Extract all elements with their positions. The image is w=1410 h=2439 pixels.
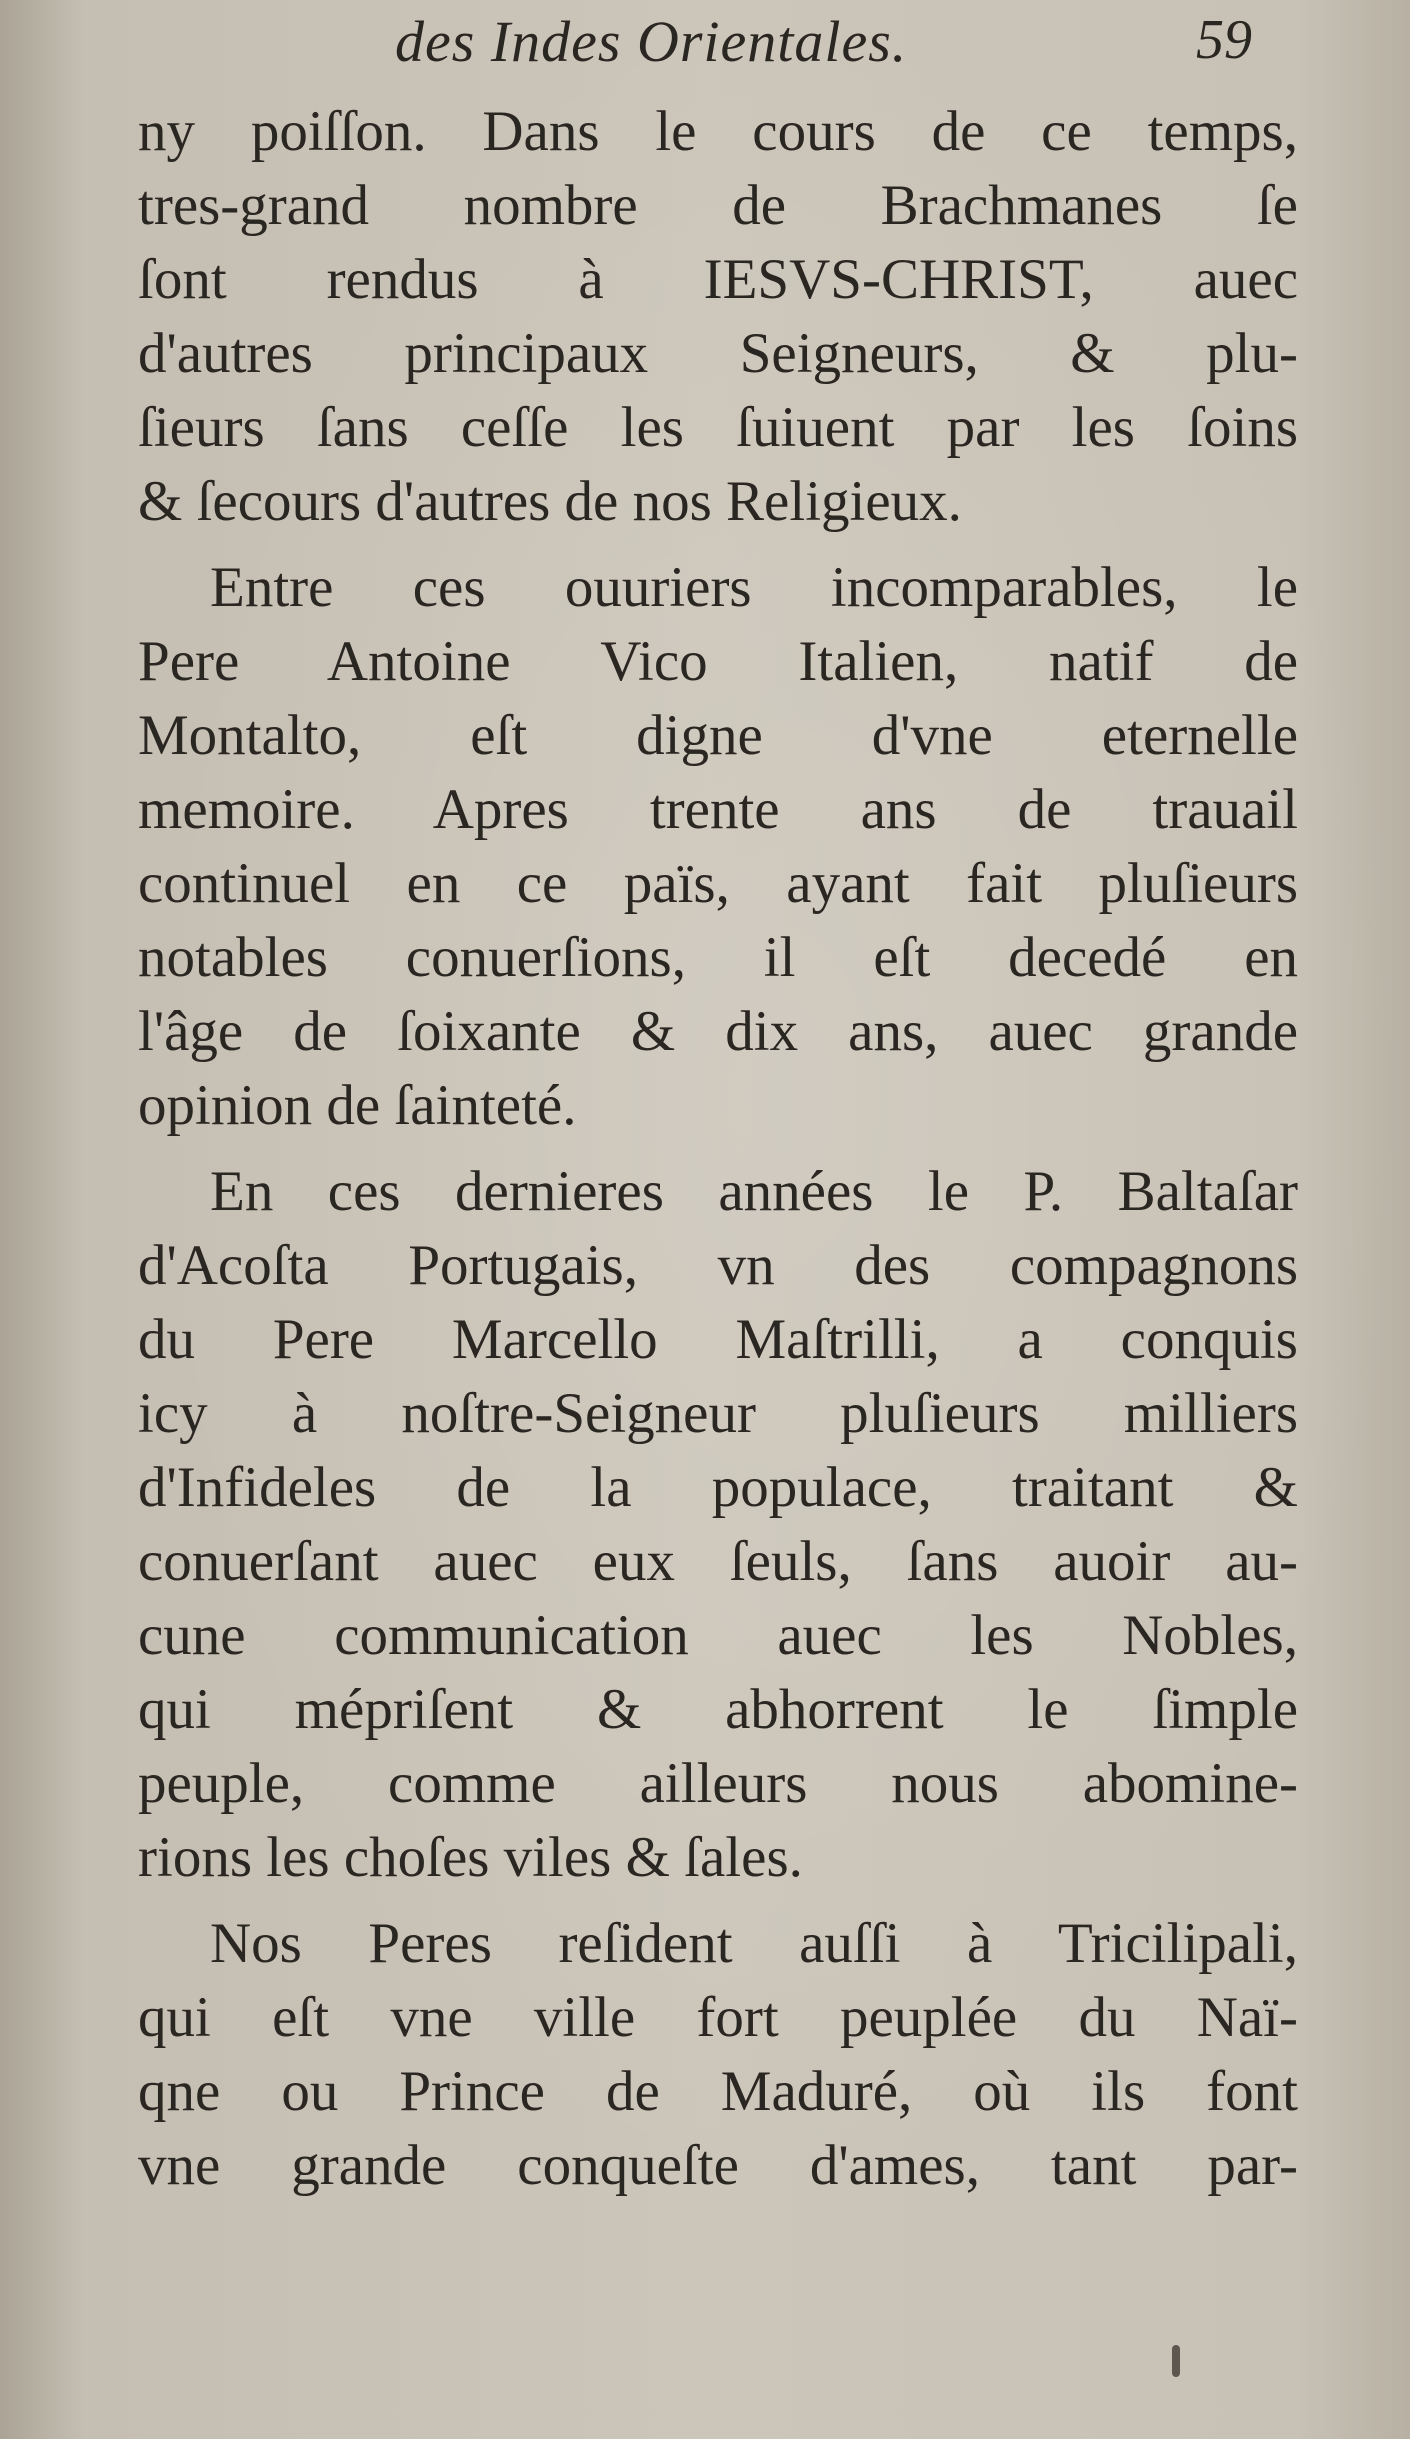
text-line: d'Acoſta Portugais, vn des compagnons: [138, 1234, 1298, 1297]
paragraph-gap: [138, 1895, 1298, 1907]
text-line: opinion de ſainteté.: [138, 1074, 577, 1137]
text-line: cune communication auec les Nobles,: [138, 1604, 1298, 1667]
text-line: qui eſt vne ville fort peuplée du Naï-: [138, 1986, 1298, 2049]
text-line: Pere Antoine Vico Italien, natif de: [138, 630, 1298, 693]
text-line: En ces dernieres années le P. Baltaſar: [210, 1160, 1298, 1223]
text-line: du Pere Marcello Maſtrilli, a conquis: [138, 1308, 1298, 1371]
page-number: 59: [1196, 9, 1252, 71]
text-line: d'Infideles de la populace, traitant &: [138, 1456, 1298, 1519]
text-line: vne grande conqueſte d'ames, tant par-: [138, 2134, 1298, 2197]
text-line: Montalto, eſt digne d'vne eternelle: [138, 704, 1298, 767]
text-line: ſieurs ſans ceſſe les ſuiuent par les ſoins: [138, 396, 1298, 459]
text-line: & ſecours d'autres de nos Religieux.: [138, 470, 962, 533]
text-line: Nos Peres reſident auſſi à Tricilipali,: [210, 1912, 1298, 1975]
text-line: qui mépriſent & abhorrent le ſimple: [138, 1678, 1298, 1741]
text-line: Entre ces ouuriers incomparables, le: [210, 556, 1298, 619]
paragraph-gap: [138, 539, 1298, 551]
text-line: tres-grand nombre de Brachmanes ſe: [138, 174, 1298, 237]
text-line: ny poiſſon. Dans le cours de ce temps,: [138, 100, 1298, 163]
page-header: [0, 8, 1410, 78]
text-line: l'âge de ſoixante & dix ans, auec grande: [138, 1000, 1298, 1063]
text-line: icy à noſtre-Seigneur pluſieurs milliers: [138, 1382, 1298, 1445]
paragraph-gap: [138, 1143, 1298, 1155]
text-line: conuerſant auec eux ſeuls, ſans auoir au-: [138, 1530, 1298, 1593]
text-line: memoire. Apres trente ans de trauail: [138, 778, 1298, 841]
text-line: continuel en ce païs, ayant fait pluſieurs: [138, 852, 1298, 915]
text-line: qne ou Prince de Maduré, où ils font: [138, 2060, 1298, 2123]
text-line: peuple, comme ailleurs nous abomine-: [138, 1752, 1298, 1815]
text-line: notables conuerſions, il eſt decedé en: [138, 926, 1298, 989]
running-head: des Indes Orientales.: [395, 9, 908, 74]
ink-mark: [1172, 2345, 1180, 2377]
text-line: rions les choſes viles & ſales.: [138, 1826, 803, 1889]
body-text: [138, 95, 1298, 2203]
text-line: d'autres principaux Seigneurs, & plu-: [138, 322, 1298, 385]
text-line: ſont rendus à IESVS-CHRIST, auec: [138, 248, 1298, 311]
